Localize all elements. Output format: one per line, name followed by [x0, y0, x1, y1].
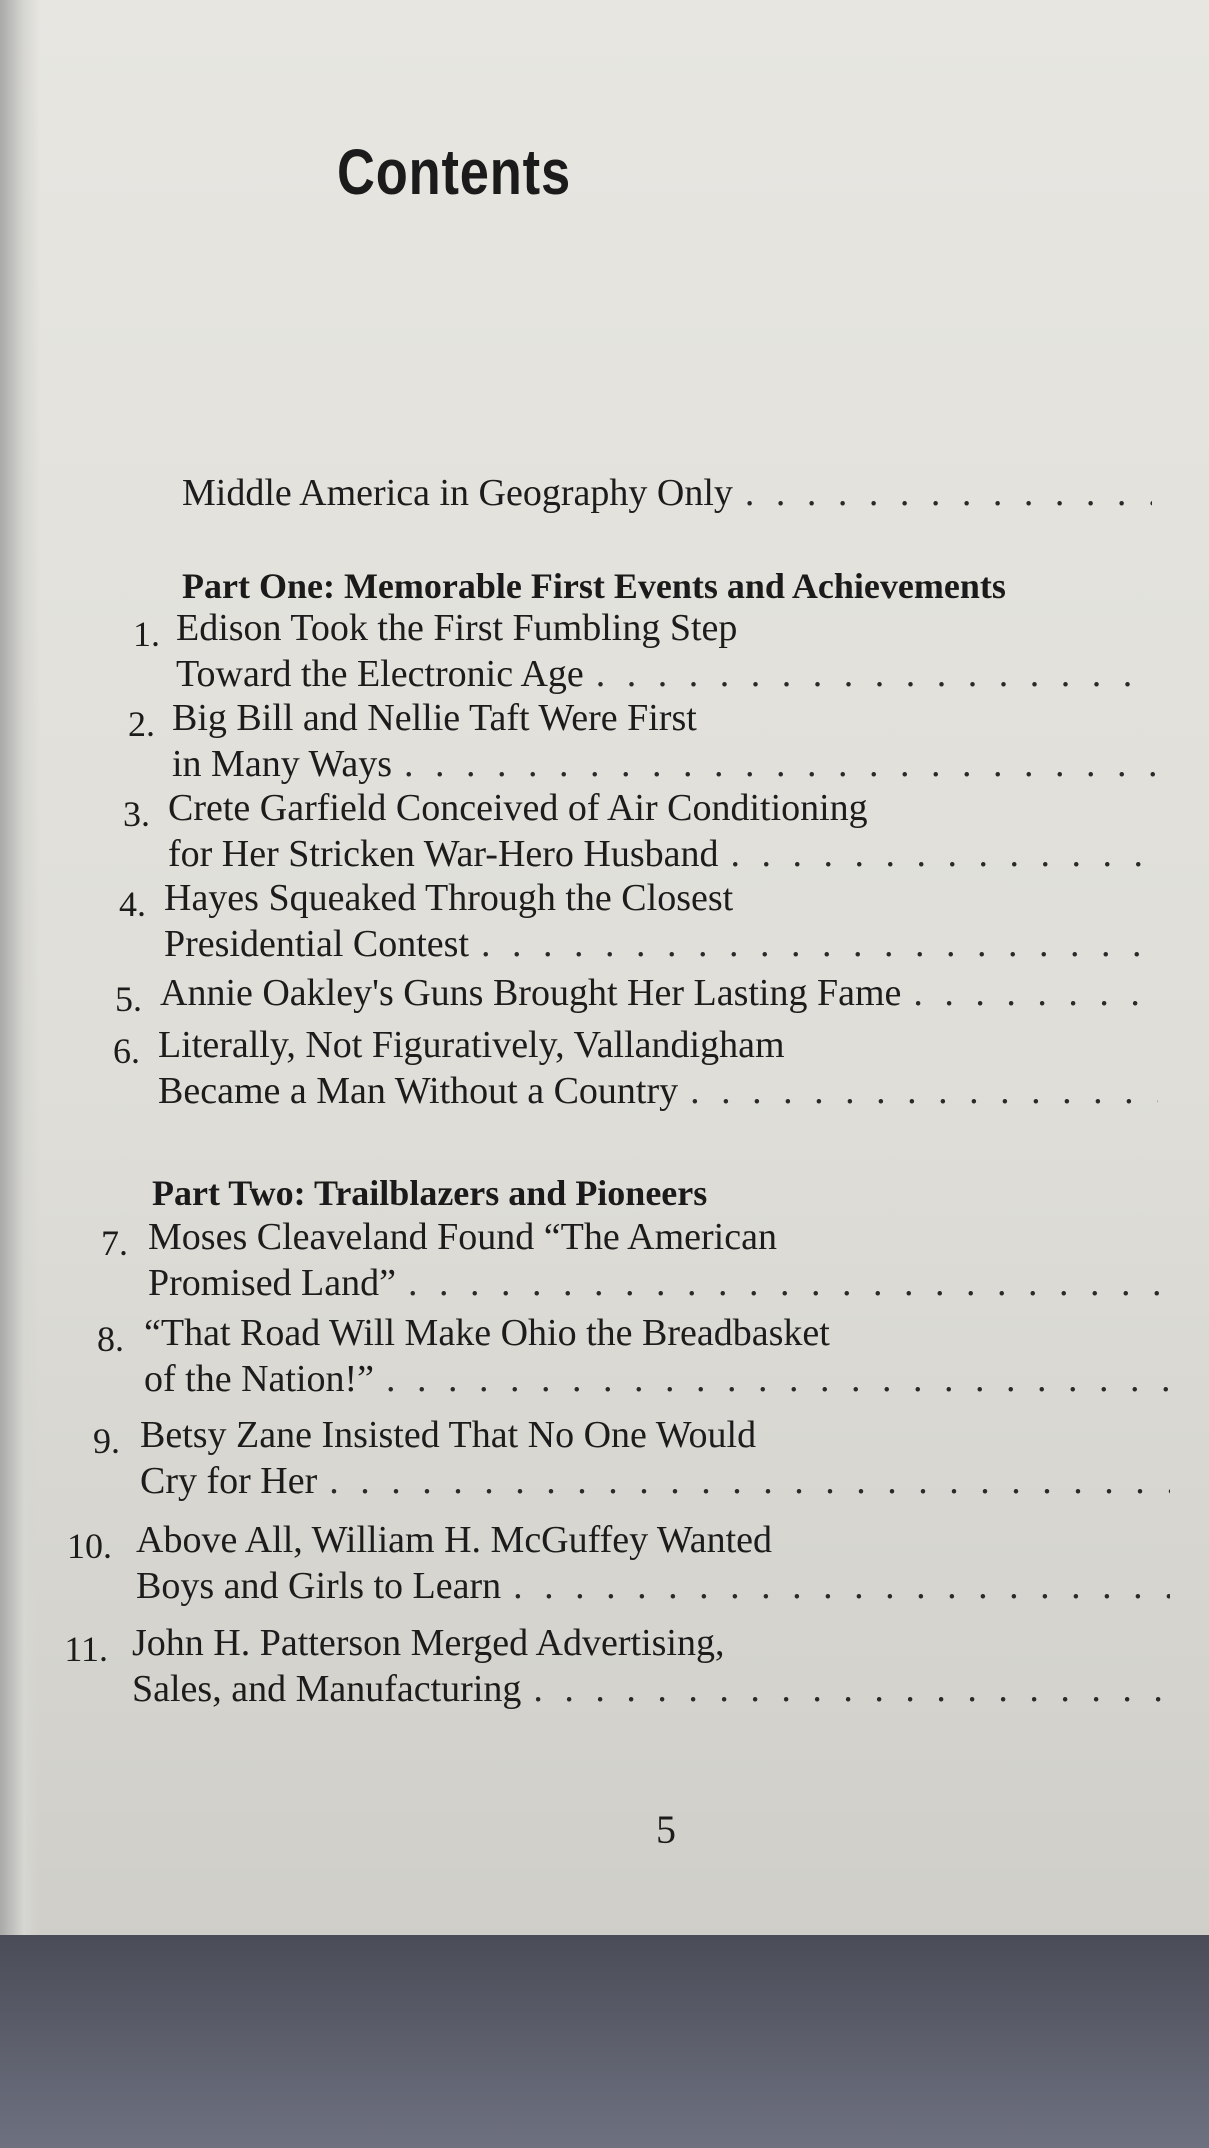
toc-entry-line2: of the Nation!” [144, 1358, 375, 1400]
part-two-heading: Part Two: Trailblazers and Pioneers [152, 1173, 708, 1213]
toc-entry [160, 970, 1156, 1016]
toc-entry-line1: Big Bill and Nellie Taft Were First [172, 697, 697, 739]
dot-leader [913, 970, 1156, 1016]
dot-leader [386, 1356, 1170, 1402]
toc-entry-number: 4. [119, 884, 146, 924]
dot-leader [329, 1458, 1170, 1504]
dot-leader [408, 1260, 1168, 1306]
toc-entry-line2: in Many Ways [172, 743, 393, 785]
toc-entry-line2: for Her Stricken War-Hero Husband [168, 833, 719, 875]
dot-leader [404, 741, 1156, 787]
toc-entry-line1: Above All, William H. McGuffey Wanted [136, 1519, 773, 1561]
toc-entry [172, 695, 1156, 787]
page-title: Contents [337, 136, 571, 208]
toc-entry [140, 1412, 1170, 1504]
dot-leader [513, 1563, 1170, 1609]
toc-entry [148, 1214, 1168, 1306]
toc-entry-intro [182, 470, 1152, 516]
toc-entry-number: 3. [123, 794, 150, 834]
toc-entry-line2: Sales, and Manufacturing [132, 1668, 522, 1710]
dot-leader [731, 831, 1156, 877]
toc-entry-line2: Cry for Her [140, 1460, 318, 1502]
toc-entry-line2: Promised Land” [148, 1262, 397, 1304]
toc-entry [158, 1022, 1158, 1114]
toc-entry-number: 7. [101, 1223, 128, 1263]
toc-entry-line1: John H. Patterson Merged Advertising, [132, 1622, 725, 1664]
page-number: 5 [656, 1807, 676, 1852]
toc-entry-line1: Literally, Not Figuratively, Vallandigham [158, 1024, 785, 1066]
dot-leader [596, 651, 1156, 697]
toc-entry-number: 8. [97, 1319, 124, 1359]
toc-entry [132, 1620, 1170, 1712]
toc-entry-number: 11. [64, 1629, 108, 1669]
toc-entry-line2: Presidential Contest [164, 923, 470, 965]
toc-entry-line2: Became a Man Without a Country [158, 1070, 679, 1112]
toc-entry-line1: Edison Took the First Fumbling Step [176, 607, 738, 649]
page-gutter-shadow [0, 0, 40, 1960]
toc-entry-text: Middle America in Geography Only [182, 472, 733, 514]
toc-entry-line1: Betsy Zane Insisted That No One Would [140, 1414, 757, 1456]
dot-leader [745, 470, 1152, 516]
toc-entry-number: 9. [93, 1421, 120, 1461]
toc-entry [144, 1310, 1170, 1402]
background-surface [0, 1935, 1209, 2148]
toc-entry-line1: Annie Oakley's Guns Brought Her Lasting Fame [160, 972, 902, 1014]
part-one-heading: Part One: Memorable First Events and Achievements [182, 566, 1006, 606]
toc-entry-number: 6. [113, 1031, 140, 1071]
toc-entry-line1: Hayes Squeaked Through the Closest [164, 877, 734, 919]
toc-entry-line1: Crete Garfield Conceived of Air Conditioning [168, 787, 868, 829]
toc-entry-number: 5. [115, 979, 142, 1019]
dot-leader [481, 921, 1156, 967]
toc-entry-number: 10. [67, 1526, 112, 1566]
toc-entry-number: 1. [133, 614, 160, 654]
toc-entry [164, 875, 1156, 967]
toc-entry [136, 1517, 1170, 1609]
toc-entry-line1: “That Road Will Make Ohio the Breadbasket [144, 1312, 830, 1354]
dot-leader [690, 1068, 1158, 1114]
toc-entry [176, 605, 1156, 697]
dot-leader [533, 1666, 1170, 1712]
toc-entry-line2: Boys and Girls to Learn [136, 1565, 502, 1607]
toc-entry [168, 785, 1156, 877]
toc-entry-line2: Toward the Electronic Age [176, 653, 584, 695]
toc-entry-number: 2. [128, 704, 155, 744]
toc-entry-line1: Moses Cleaveland Found “The American [148, 1216, 777, 1258]
